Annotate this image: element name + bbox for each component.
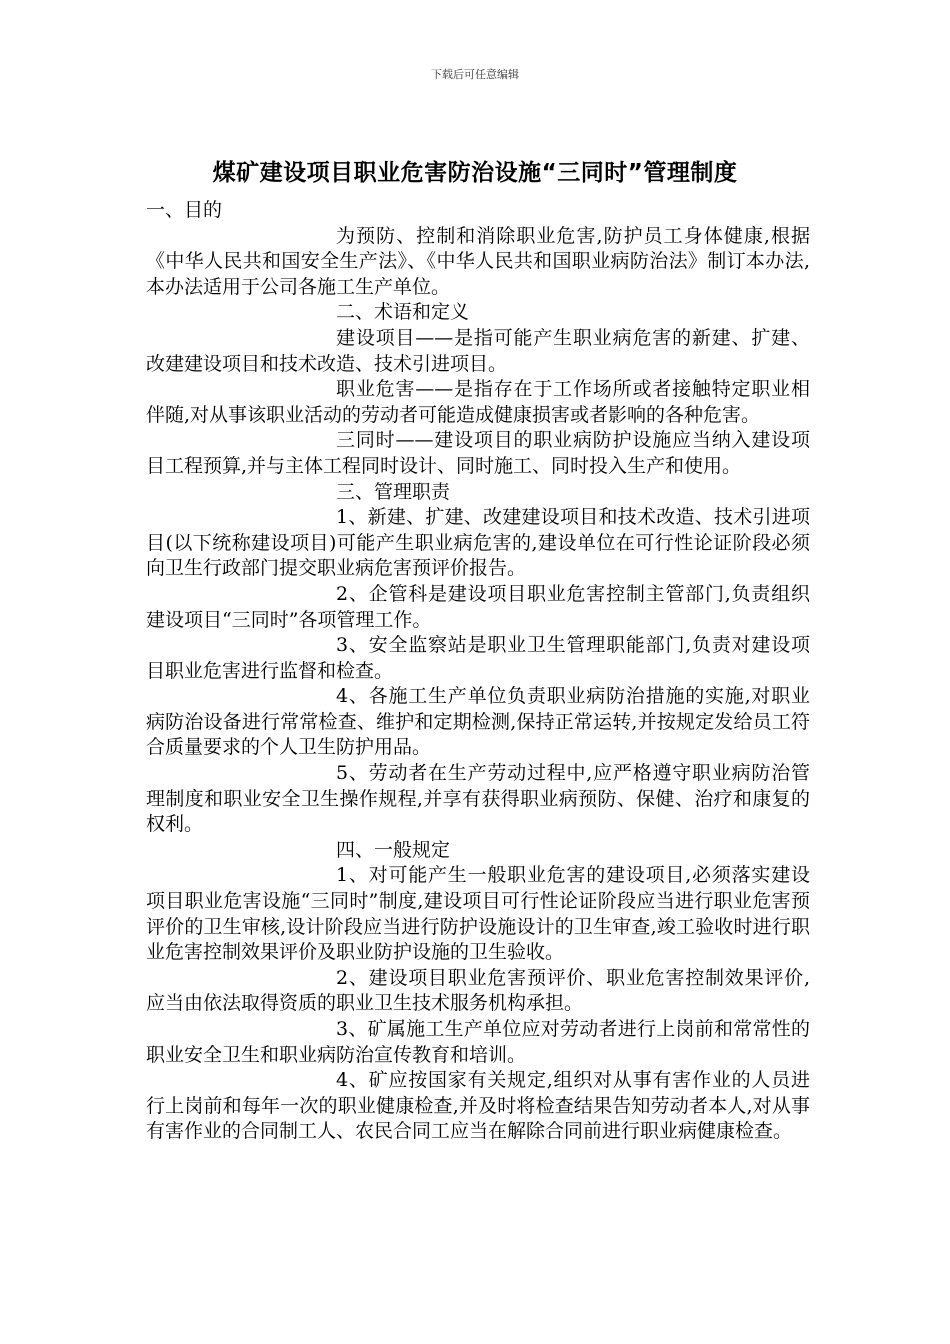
paragraph: 2、建设项目职业危害预评价、职业危害控制效果评价,应当由依法取得资质的职业卫生技术服务机构承担。 — [146, 966, 810, 1015]
paragraph: 3、矿属施工生产单位应对劳动者进行上岗前和常常性的职业安全卫生和职业病防治宣传教育和培训。 — [146, 1018, 810, 1066]
paragraph: 4、各施工生产单位负责职业病防治措施的实施,对职业病防治设备进行常常检查、维护和定期检测,保持正常运转,并按规定发给员工符合质量要求的个人卫生防护用品。 — [146, 685, 810, 759]
paragraph: 职业危害——是指存在于工作场所或者接触特定职业相伴随,对从事该职业活动的劳动者可能造成健康损害或者影响的各种危害。 — [146, 378, 810, 426]
paragraph: 建设项目——是指可能产生职业病危害的新建、扩建、改建建设项目和技术改造、技术引进项目。 — [146, 326, 810, 375]
header-note: 下载后可任意编辑 — [431, 68, 519, 81]
paragraph: 为预防、控制和消除职业危害,防护员工身体健康,根据《中华人民共和国安全生产法》、《中华人民共和国职业病防治法》制订本办法,本办法适用于公司各施工生产单位。 — [146, 224, 810, 298]
paragraph: 2、企管科是建设项目职业危害控制主管部门,负责组织建设项目“三同时”各项管理工作。 — [146, 582, 810, 631]
section-heading: 二、术语和定义 — [336, 301, 470, 324]
section-heading: 一、目的 — [146, 199, 223, 221]
section-heading: 三、管理职责 — [336, 480, 451, 503]
paragraph: 1、新建、扩建、改建建设项目和技术改造、技术引进项目(以下统称建设项目)可能产生职业病危害的,建设单位在可行性论证阶段必须向卫生行政部门提交职业病危害预评价报告。 — [146, 506, 810, 580]
paragraph: 三同时——建设项目的职业病防护设施应当纳入建设项目工程预算,并与主体工程同时设计、同时施工、同时投入生产和使用。 — [146, 429, 810, 477]
paragraph: 1、对可能产生一般职业危害的建设项目,必须落实建设项目职业危害设施“三同时”制度,建设项目可行性论证阶段应当进行职业危害预评价的卫生审核,设计阶段应当进行防护设施设计的卫生审查,竣工验收时进行职业危害控制效果评价及职业防护设施的卫生验收。 — [146, 864, 810, 964]
document-body — [146, 198, 810, 1145]
paragraph: 3、安全监察站是职业卫生管理职能部门,负责对建设项目职业危害进行监督和检查。 — [146, 634, 810, 682]
paragraph: 4、矿应按国家有关规定,组织对从事有害作业的人员进行上岗前和每年一次的职业健康检查,并及时将检查结果告知劳动者本人,对从事有害作业的合同制工人、农民合同工应当在解除合同前进行职业病健康检查。 — [146, 1069, 810, 1143]
paragraph: 5、劳动者在生产劳动过程中,应严格遵守职业病防治管理制度和职业安全卫生操作规程,并享有获得职业病预防、保健、治疗和康复的权利。 — [146, 762, 810, 836]
section-heading: 四、一般规定 — [336, 838, 451, 861]
document-title: 煤矿建设项目职业危害防治设施“三同时”管理制度 — [212, 160, 738, 186]
